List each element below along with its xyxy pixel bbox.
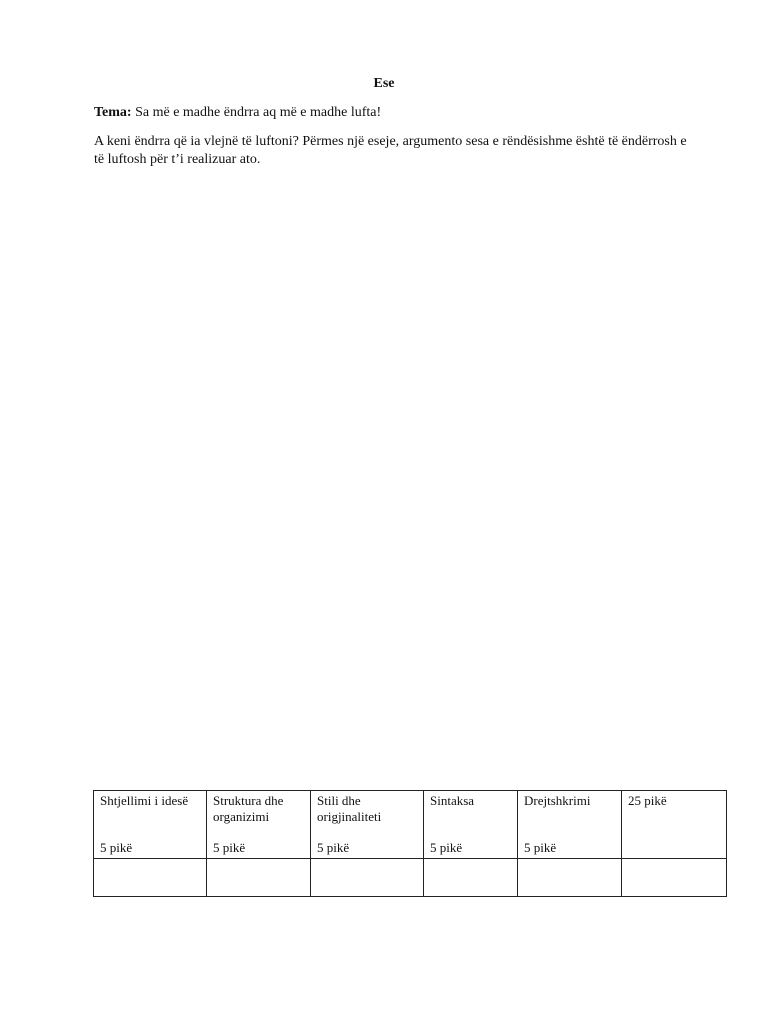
criterion-name: Drejtshkrimi bbox=[524, 793, 591, 808]
score-cell bbox=[207, 859, 311, 897]
grading-table bbox=[93, 790, 727, 897]
theme-label: Tema: bbox=[94, 105, 132, 120]
criterion-cell bbox=[424, 791, 518, 859]
criterion-cell bbox=[94, 791, 207, 859]
essay-prompt: A keni ëndrra që ia vlejnë të luftoni? Përmes një eseje, argumento sesa e rëndësishme është të ëndërrosh e të luftosh për t’i realizuar ato. bbox=[94, 134, 687, 167]
criterion-name: Struktura dhe organizimi bbox=[213, 793, 284, 824]
score-cell bbox=[424, 859, 518, 897]
score-cell bbox=[622, 859, 727, 897]
essay-theme bbox=[94, 105, 694, 121]
criterion-points: 5 pikë bbox=[317, 840, 350, 855]
criterion-name: Shtjellimi i idesë bbox=[100, 793, 189, 808]
criterion-cell bbox=[207, 791, 311, 859]
score-cell bbox=[518, 859, 622, 897]
score-entry-row bbox=[94, 859, 727, 897]
score-cell bbox=[311, 859, 424, 897]
criterion-points: 5 pikë bbox=[524, 840, 557, 855]
essay-title: Ese bbox=[373, 76, 395, 91]
criterion-cell bbox=[311, 791, 424, 859]
criterion-cell bbox=[518, 791, 622, 859]
criterion-points: 5 pikë bbox=[213, 840, 246, 855]
criterion-name: Stili dhe origjinaliteti bbox=[317, 793, 382, 824]
total-points: 25 pikë bbox=[628, 793, 667, 808]
criterion-points: 5 pikë bbox=[430, 840, 463, 855]
criterion-points: 5 pikë bbox=[100, 840, 133, 855]
score-cell bbox=[94, 859, 207, 897]
theme-text: Sa më e madhe ëndrra aq më e madhe lufta! bbox=[131, 105, 382, 120]
criterion-name: Sintaksa bbox=[430, 793, 475, 808]
total-cell bbox=[622, 791, 727, 859]
grading-criteria-row bbox=[94, 791, 727, 859]
